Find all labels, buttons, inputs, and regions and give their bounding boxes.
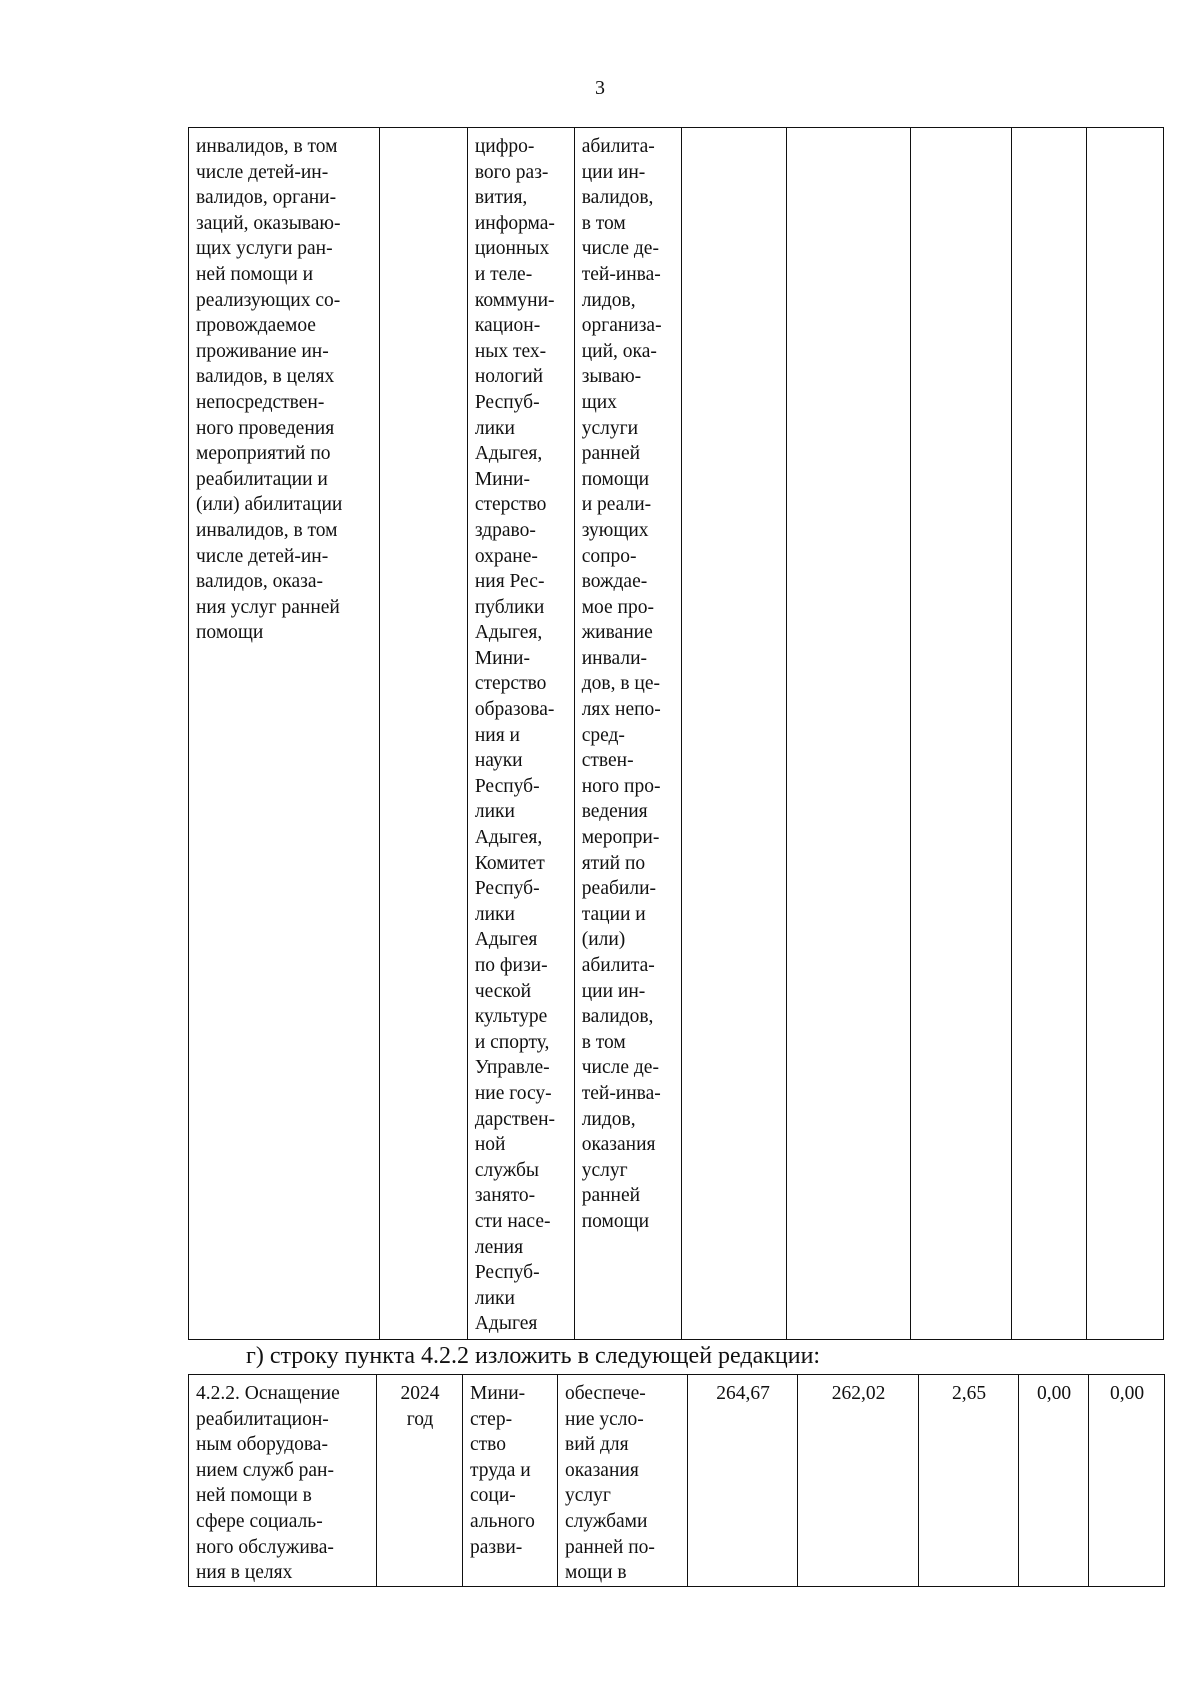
cell-text-line: ния Рес- (474, 571, 545, 593)
cell-text-line: службы (474, 1159, 539, 1181)
cell-text-line: числе детей-ин- (196, 161, 329, 183)
cell-text-line: зующих (581, 519, 649, 541)
cell-text-line: ранней по- (565, 1536, 655, 1558)
cell-text-line: сфере социаль- (196, 1510, 323, 1532)
cell-text-line: непосредствен- (196, 391, 325, 413)
federal-budget-cell (787, 128, 910, 1340)
total-amount-cell: 264,67 (688, 1375, 798, 1587)
activity-name-cell (189, 128, 380, 1340)
cell-text-line: ней помощи в (196, 1485, 312, 1507)
period-cell (377, 1375, 463, 1587)
cell-text-line: инвалидов, в том (196, 519, 338, 541)
cell-text-line: лики (474, 1287, 515, 1309)
cell-text-line: ния услуг ранней (196, 596, 340, 618)
cell-text-line: информа- (474, 212, 555, 234)
cell-text-line: числе де- (581, 238, 659, 260)
cell-text-line: реабилитации и (196, 468, 328, 490)
cell-text-line: ния в целях (196, 1562, 293, 1584)
cell-text-line: ведения (581, 801, 648, 823)
cell-text-line: охране- (474, 545, 538, 567)
cell-text-line: и теле- (474, 263, 533, 285)
cell-text-line: живание (581, 622, 653, 644)
cell-text-line: ние усло- (565, 1408, 644, 1430)
cell-text-line: щих услуги ран- (196, 238, 333, 260)
cell-text-line: Респуб- (474, 391, 540, 413)
cell-text-line: в том (581, 1031, 626, 1053)
table-row (189, 1375, 1165, 1587)
cell-text-line: проживание ин- (196, 340, 329, 362)
cell-text-line: провождаемое (196, 315, 316, 337)
cell-text-line: ального (470, 1510, 535, 1532)
cell-text-line: вождае- (581, 571, 648, 593)
cell-text-line: ранней (581, 443, 641, 465)
cell-text-line: ления (474, 1236, 524, 1258)
cell-text-line: здраво- (474, 519, 536, 541)
cell-text-line: в том (581, 212, 626, 234)
republic-budget-cell (910, 128, 1012, 1340)
republic-budget-cell: 2,65 (919, 1375, 1019, 1587)
cell-text-line: нием служб ран- (196, 1459, 334, 1481)
cell-text-line: Респуб- (474, 878, 540, 900)
cell-text-line: зываю- (581, 366, 642, 388)
cell-text-line: кацион- (474, 315, 541, 337)
cell-text-line: Мини- (474, 647, 530, 669)
cell-text-line: сред- (581, 724, 625, 746)
cell-text-line: Адыгея (474, 929, 538, 951)
cell-text-line: 4.2.2. Оснащение (196, 1383, 340, 1404)
executor-cell (467, 128, 574, 1340)
cell-text-line: занято- (474, 1185, 536, 1207)
cell-text-line: службами (565, 1510, 648, 1532)
cell-text-line: ной (474, 1134, 506, 1156)
cell-text-line: валидов, органи- (196, 187, 337, 209)
cell-text-line: ней помощи и (196, 263, 314, 285)
cell-text-line: валидов, в целях (196, 366, 335, 388)
cell-text-line: цифро- (474, 136, 535, 157)
cell-text-line: стер- (470, 1408, 513, 1430)
cell-text-line: культуре (474, 1006, 548, 1028)
cell-text-line: науки (474, 750, 523, 772)
cell-text-line: ния и (474, 724, 520, 746)
cell-text-line: оказания (581, 1134, 656, 1156)
expected-result-cell (574, 128, 681, 1340)
cell-text-line: мое про- (581, 596, 654, 618)
cell-text-line: соци- (470, 1485, 516, 1507)
cell-text-line: нологий (474, 366, 544, 388)
local-budget-cell: 0,00 (1019, 1375, 1089, 1587)
cell-text-line: ранней (581, 1185, 641, 1207)
cell-text-line: заций, оказываю- (196, 212, 341, 234)
cell-text-line: тации и (581, 903, 646, 925)
cell-text-line: стерство (474, 673, 547, 695)
cell-text-line: год (406, 1408, 434, 1430)
cell-text-line: ции ин- (581, 161, 646, 183)
cell-text-line: ятий по (581, 852, 646, 874)
federal-budget-cell: 262,02 (798, 1375, 919, 1587)
cell-text-line: реализующих со- (196, 289, 341, 311)
cell-text-line: мощи в (565, 1562, 627, 1584)
program-table-continuation (188, 127, 1164, 1340)
cell-text-line: числе детей-ин- (196, 545, 329, 567)
cell-text-line: лики (474, 801, 515, 823)
cell-text-line: ций, ока- (581, 340, 657, 362)
cell-text-line: ционных (474, 238, 550, 260)
cell-text-line: Управле- (474, 1057, 550, 1079)
cell-text-line: помощи (196, 622, 264, 644)
cell-text-line: реабили- (581, 878, 657, 900)
cell-text-line: тей-инва- (581, 1082, 661, 1104)
cell-text-line: числе де- (581, 1057, 659, 1079)
cell-text-line: по физи- (474, 955, 548, 976)
cell-text-line: коммуни- (474, 289, 555, 311)
cell-text-line: ство (470, 1434, 507, 1456)
cell-text-line: лики (474, 903, 515, 925)
total-amount-cell (681, 128, 787, 1340)
cell-text-line: дарствен- (474, 1108, 556, 1130)
cell-text-line: услуг (565, 1485, 611, 1507)
cell-text-line: обеспече- (565, 1383, 646, 1404)
cell-text-line: реабилитацион- (196, 1408, 329, 1430)
cell-text-line: инвали- (581, 647, 648, 669)
cell-text-line: мероприятий по (196, 443, 331, 465)
cell-text-line: ным оборудова- (196, 1434, 328, 1456)
cell-text-line: оказания (565, 1459, 639, 1481)
cell-text-line: услуг (581, 1159, 628, 1181)
cell-text-line: Адыгея, (474, 827, 543, 849)
cell-text-line: ции ин- (581, 980, 646, 1002)
cell-text-line: ствен- (581, 750, 634, 772)
cell-text-line: лики (474, 417, 515, 439)
cell-text-line: вого раз- (474, 161, 549, 183)
cell-text-line: абилита- (581, 955, 655, 976)
cell-text-line: помощи (581, 468, 650, 490)
cell-text-line: абилита- (581, 136, 655, 157)
cell-text-line: лях непо- (581, 699, 661, 721)
cell-text-line: и спорту, (474, 1031, 550, 1053)
cell-text-line: (или) (581, 929, 626, 951)
cell-text-line: сопро- (581, 545, 637, 567)
cell-text-line: меропри- (581, 827, 660, 849)
executor-cell (463, 1375, 558, 1587)
cell-text-line: ных тех- (474, 340, 547, 362)
local-budget-cell (1012, 128, 1086, 1340)
cell-text-line: вития, (474, 187, 528, 209)
cell-text-line: валидов, (581, 187, 654, 209)
cell-text-line: щих (581, 391, 617, 413)
cell-text-line: организа- (581, 315, 662, 337)
cell-text-line: валидов, оказа- (196, 571, 324, 593)
cell-text-line: ного про- (581, 775, 661, 797)
cell-text-line: стерство (474, 494, 547, 516)
amendment-instruction: г) строку пункта 4.2.2 изложить в следующей редакции: (246, 1343, 821, 1369)
other-sources-cell: 0,00 (1089, 1375, 1165, 1587)
cell-text-line: лидов, (581, 289, 636, 311)
cell-text-line: 2024 (400, 1383, 440, 1404)
cell-text-line: услуги (581, 417, 639, 439)
cell-text-line: помощи (581, 1210, 650, 1232)
cell-text-line: сти насе- (474, 1210, 551, 1232)
period-cell (380, 128, 468, 1340)
cell-text-line: валидов, (581, 1006, 654, 1028)
cell-text-line: Респуб- (474, 1262, 540, 1284)
cell-text-line: Комитет (474, 852, 545, 874)
cell-text-line: Адыгея, (474, 443, 543, 465)
cell-text-line: и реали- (581, 494, 652, 516)
page-number: 3 (595, 77, 605, 99)
activity-name-cell (189, 1375, 377, 1587)
cell-text-line: ческой (474, 980, 532, 1002)
cell-text-line: тей-инва- (581, 263, 661, 285)
program-table-row-4-2-2 (188, 1374, 1165, 1587)
cell-text-line: дов, в це- (581, 673, 660, 695)
cell-text-line: лидов, (581, 1108, 636, 1130)
cell-text-line: (или) абилитации (196, 494, 343, 516)
cell-text-line: ние госу- (474, 1082, 552, 1104)
cell-text-line: Респуб- (474, 775, 540, 797)
table-row (189, 128, 1164, 1340)
cell-text-line: ного обслужива- (196, 1536, 334, 1558)
cell-text-line: образова- (474, 699, 555, 721)
cell-text-line: публики (474, 596, 545, 618)
expected-result-cell (558, 1375, 688, 1587)
cell-text-line: Мини- (474, 468, 530, 490)
cell-text-line: ного проведения (196, 417, 335, 439)
cell-text-line: разви- (470, 1536, 523, 1558)
other-sources-cell (1086, 128, 1163, 1340)
cell-text-line: труда и (470, 1459, 531, 1481)
cell-text-line: вий для (565, 1434, 629, 1456)
cell-text-line: Адыгея (474, 1313, 538, 1335)
cell-text-line: инвалидов, в том (196, 136, 338, 157)
cell-text-line: Мини- (470, 1383, 526, 1404)
cell-text-line: Адыгея, (474, 622, 543, 644)
